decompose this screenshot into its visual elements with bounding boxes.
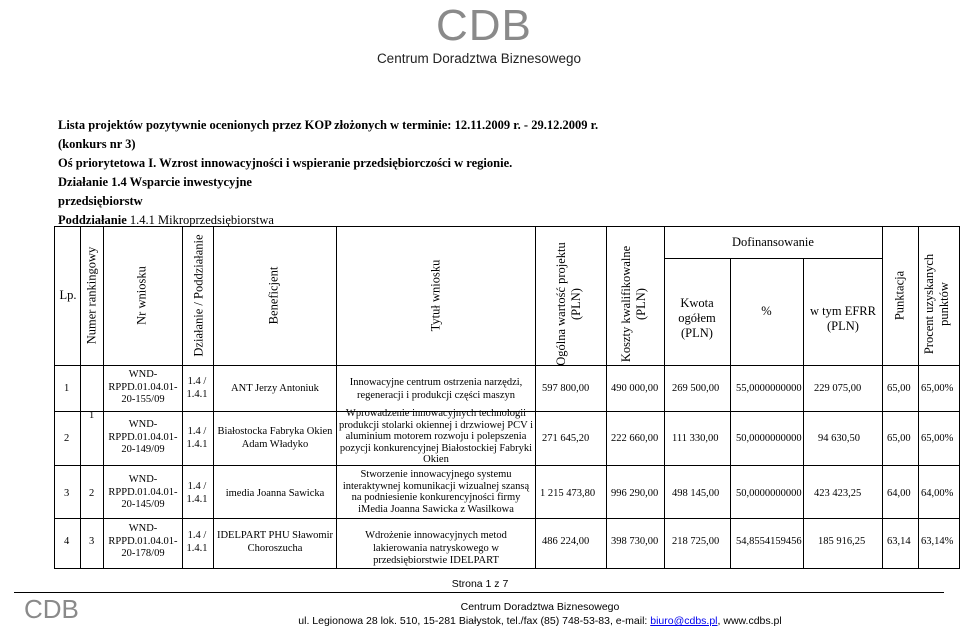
row-dzialanie: 1.4 / 1.4.1	[186, 481, 208, 505]
row-rank: 1	[89, 410, 95, 421]
col-procent-pkt: Procent uzyskanych punktów	[922, 253, 951, 355]
row-koszty: 996 290,00	[611, 488, 659, 499]
col-nr: Nr wniosku	[134, 266, 149, 325]
row-tytul: Wprowadzenie innowacyjnych technologii produkcji stolarki okiennej i drzwiowej PCV i aluminium motorem rozwoju i polepszenia pozycji konkurencyjnej Białostockiej Fabryki Okien	[338, 408, 534, 465]
row-lp: 3	[64, 488, 70, 499]
row-procent: 54,8554159456	[736, 536, 802, 547]
row-ogolna: 486 224,00	[542, 536, 590, 547]
row-efrr: 423 423,25	[814, 488, 862, 499]
col-procent: %	[761, 304, 772, 318]
row-dzialanie: 1.4 / 1.4.1	[186, 530, 208, 554]
row-kwota: 269 500,00	[672, 383, 720, 394]
col-rank: Numer rankingowy	[84, 246, 99, 345]
row-koszty: 490 000,00	[611, 383, 659, 394]
col-efrr: w tym EFRR (PLN)	[810, 304, 876, 333]
col-punktacja: Punktacja	[892, 270, 907, 321]
row-kwota: 498 145,00	[672, 488, 720, 499]
row-koszty: 222 660,00	[611, 433, 659, 444]
row-ogolna: 1 215 473,80	[540, 488, 596, 499]
website-link[interactable]: www.cdbs.pl	[723, 615, 782, 627]
intro-contest: (konkurs nr 3)	[58, 137, 136, 151]
row-dzialanie: 1.4 / 1.4.1	[186, 376, 208, 400]
row-punktacja: 65,00	[887, 433, 911, 444]
row-efrr: 229 075,00	[814, 383, 862, 394]
col-tytul: Tytuł wniosku	[428, 259, 443, 332]
footer-cdb-logo: CDB	[24, 594, 79, 624]
row-procent-pkt: 63,14%	[921, 536, 954, 547]
row-koszty: 398 730,00	[611, 536, 659, 547]
row-rank: 3	[89, 536, 95, 547]
row-beneficjent: IDELPART PHU Sławomir Choroszucha	[216, 530, 334, 554]
intro-action-cont: przedsiębiorstw	[58, 194, 143, 208]
row-nr: WND-RPPD.01.04.01-20-178/09	[108, 523, 178, 559]
intro-action: Działanie 1.4 Wsparcie inwestycyjne	[58, 175, 252, 189]
row-lp: 1	[64, 383, 70, 394]
row-beneficjent: imedia Joanna Sawicka	[225, 488, 325, 499]
row-procent: 50,0000000000	[736, 488, 802, 499]
row-tytul: Wdrożenie innowacyjnych metod lakierowania natryskowego w przedsiębiorstwie IDELPART	[365, 530, 507, 566]
footer-address: ul. Legionowa 28 lok. 510, 15-281 Białystok, tel./fax (85) 748-53-83, e-mail: biuro@cdbs.pl, www.cdbs.pl	[298, 615, 782, 627]
intro-text	[58, 116, 598, 230]
col-koszty: Koszty kwalifikowalne (PLN)	[619, 245, 648, 363]
row-ogolna: 597 800,00	[542, 383, 590, 394]
row-efrr: 185 916,25	[818, 536, 866, 547]
row-procent-pkt: 65,00%	[921, 433, 954, 444]
row-procent-pkt: 65,00%	[921, 383, 954, 394]
row-rank: 2	[89, 488, 95, 499]
row-nr: WND-RPPD.01.04.01-20-145/09	[108, 474, 178, 510]
row-ogolna: 271 645,20	[542, 433, 590, 444]
row-lp: 4	[64, 536, 70, 547]
row-beneficjent: Białostocka Fabryka Okien Adam Władyko	[217, 426, 333, 450]
page-number: Strona 1 z 7	[451, 578, 509, 590]
row-beneficjent: ANT Jerzy Antoniuk	[231, 383, 319, 394]
row-procent-pkt: 64,00%	[921, 488, 954, 499]
col-ogolna: Ogólna wartość projektu (PLN)	[554, 242, 583, 366]
intro-subaction: Poddziałanie 1.4.1 Mikroprzedsiębiorstwa	[58, 213, 274, 227]
col-dofinansowanie: Dofinansowanie	[732, 235, 814, 249]
row-kwota: 218 725,00	[672, 536, 720, 547]
row-efrr: 94 630,50	[818, 433, 860, 444]
row-punktacja: 65,00	[887, 383, 911, 394]
footer-company: Centrum Doradztwa Biznesowego	[460, 601, 620, 613]
col-kwota: Kwota ogółem (PLN)	[678, 296, 716, 340]
row-punktacja: 63,14	[887, 536, 911, 547]
row-dzialanie: 1.4 / 1.4.1	[186, 426, 208, 450]
logo-tagline: Centrum Doradztwa Biznesowego	[376, 51, 582, 66]
row-lp: 2	[64, 433, 70, 444]
intro-axis: Oś priorytetowa I. Wzrost innowacyjności i wspieranie przedsiębiorczości w regionie.	[58, 156, 513, 170]
col-dzialanie: Działanie / Poddziałanie	[191, 234, 206, 357]
row-punktacja: 64,00	[887, 488, 911, 499]
row-kwota: 111 330,00	[672, 433, 719, 444]
row-procent: 55,0000000000	[736, 383, 802, 394]
col-lp: Lp.	[59, 288, 77, 302]
cdb-logo: CDB	[436, 1, 532, 50]
row-nr: WND-RPPD.01.04.01-20-149/09	[108, 419, 178, 455]
row-tytul: Innowacyjne centrum ostrzenia narzędzi, regeneracji i produkcji części maszyn	[349, 377, 523, 401]
col-beneficjent: Beneficjent	[266, 266, 281, 325]
row-tytul: Stworzenie innowacyjnego systemu interaktywnej komunikacji wizualnej szansą na podniesienie konkurencyjności firmy iMedia Joanna Sawicka z Wasilkowa	[342, 469, 530, 515]
row-nr: WND-RPPD.01.04.01-20-155/09	[108, 369, 178, 405]
email-link[interactable]: biuro@cdbs.pl	[650, 615, 718, 627]
footer-divider	[14, 592, 944, 593]
row-procent: 50,0000000000	[736, 433, 802, 444]
intro-title: Lista projektów pozytywnie ocenionych przez KOP złożonych w terminie: 12.11.2009 r. - 29.12.2009 r.	[58, 118, 599, 132]
